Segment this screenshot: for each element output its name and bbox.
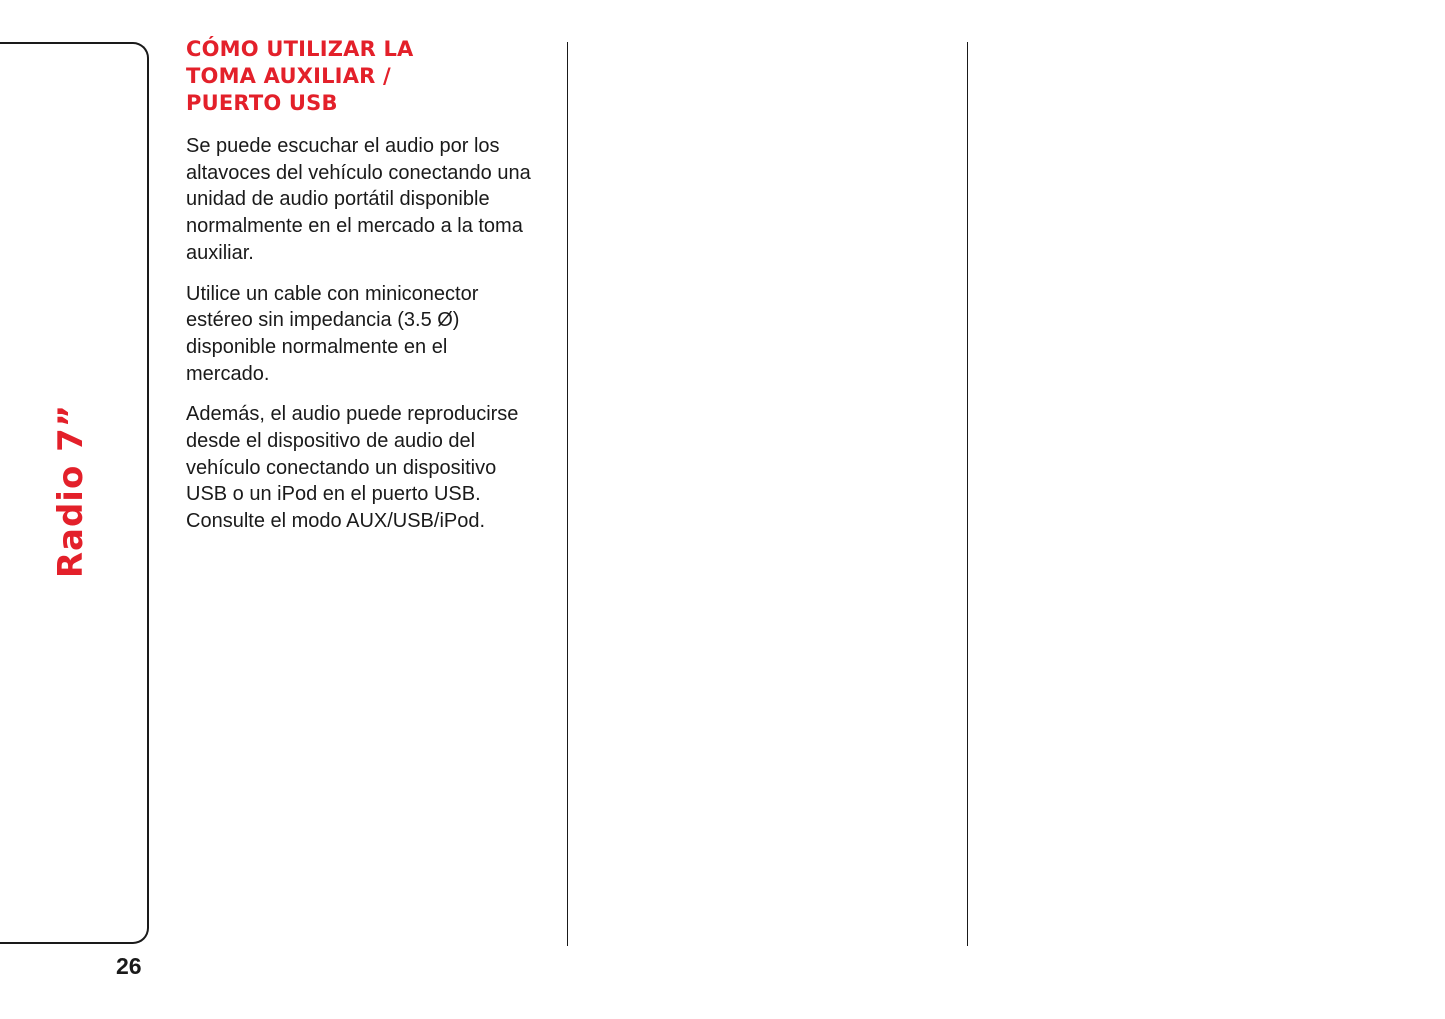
text-line: desde el dispositivo de audio del — [186, 430, 476, 453]
text-line: unidad de audio portátil disponible — [186, 188, 490, 211]
text-line: mercado. — [186, 362, 270, 385]
text-line: Además, el audio puede reproducirse — [186, 403, 519, 426]
paragraph-aux-audio — [186, 133, 554, 267]
text-line: estéreo sin impedancia (3.5 Ø) — [186, 309, 460, 332]
text-line: disponible normalmente en el — [186, 335, 448, 358]
heading-line: CÓMO UTILIZAR LA — [186, 37, 414, 61]
text-line: altavoces del vehículo conectando una — [186, 161, 531, 184]
heading-line: TOMA AUXILIAR / — [186, 64, 391, 88]
text-line: Se puede escuchar el audio por los — [186, 135, 500, 157]
text-line: USB o un iPod en el puerto USB. — [186, 483, 481, 506]
paragraph-cable — [186, 281, 554, 388]
content-column — [186, 36, 554, 549]
text-line: auxiliar. — [186, 241, 254, 264]
text-line: Utilice un cable con miniconector — [186, 282, 479, 305]
column-divider — [967, 42, 968, 946]
chapter-label: Radio 7” — [51, 403, 91, 579]
heading-line: PUERTO USB — [186, 91, 338, 115]
text-line: vehículo conectando un dispositivo — [186, 456, 497, 479]
section-heading — [186, 36, 554, 117]
column-divider — [567, 42, 568, 946]
page-number: 26 — [116, 953, 142, 979]
text-line: Consulte el modo AUX/USB/iPod. — [186, 510, 486, 533]
paragraph-usb — [186, 401, 554, 535]
text-line: normalmente en el mercado a la toma — [186, 215, 523, 238]
